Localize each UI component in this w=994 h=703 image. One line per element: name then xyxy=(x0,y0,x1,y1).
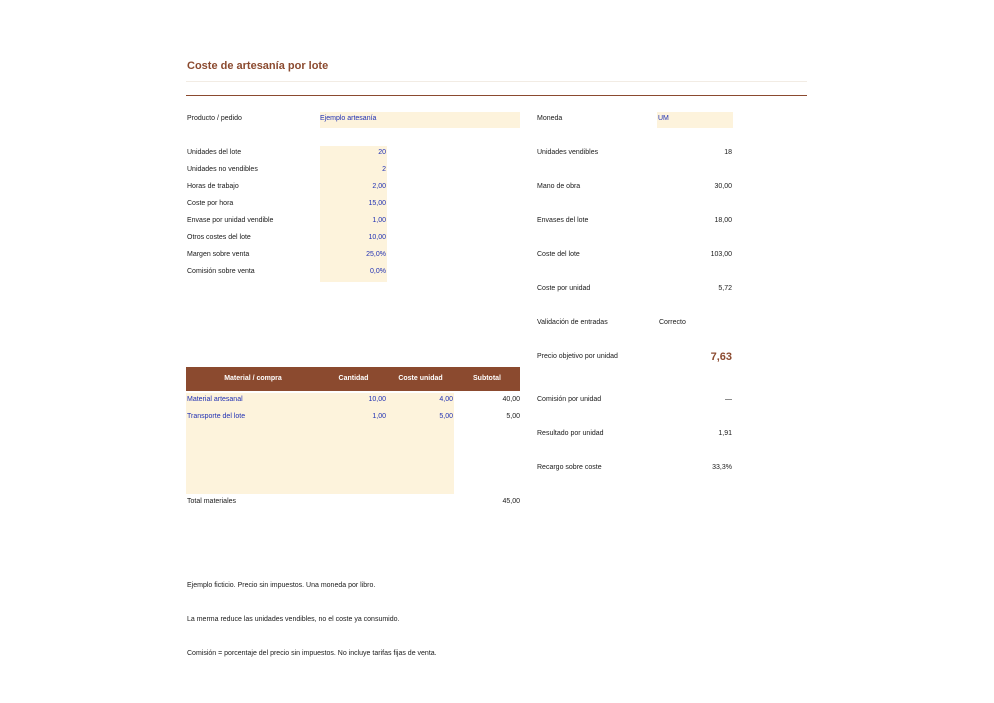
result-comision-unidad: — xyxy=(725,396,732,403)
result-label-resultado-unidad: Resultado por unidad xyxy=(537,430,604,437)
result-label-coste-unidad: Coste por unidad xyxy=(537,285,591,292)
result-label-precio-objetivo: Precio objetivo por unidad xyxy=(537,353,618,360)
material-row-2-name[interactable]: Transporte del lote xyxy=(187,413,246,420)
producto-input[interactable]: Ejemplo artesanía xyxy=(320,115,377,122)
producto-label: Producto / pedido xyxy=(187,115,242,122)
input-label-coste-hora: Coste por hora xyxy=(187,200,234,207)
result-coste-lote: 103,00 xyxy=(710,251,732,258)
header-coste-unidad: Coste unidad xyxy=(398,375,443,382)
header-cantidad: Cantidad xyxy=(338,375,369,382)
materials-input-bg xyxy=(186,393,454,494)
result-label-envases-lote: Envases del lote xyxy=(537,217,589,224)
input-comision[interactable]: 0,0% xyxy=(370,268,386,275)
material-row-1-name[interactable]: Material artesanal xyxy=(187,396,243,403)
result-label-comision-unidad: Comisión por unidad xyxy=(537,396,602,403)
input-label-otros-costes: Otros costes del lote xyxy=(187,234,251,241)
input-no-vendibles[interactable]: 2 xyxy=(382,166,386,173)
result-label-coste-lote: Coste del lote xyxy=(537,251,580,258)
material-row-1-unit[interactable]: 4,00 xyxy=(439,396,453,403)
input-label-comision: Comisión sobre venta xyxy=(187,268,255,275)
result-resultado-unidad: 1,91 xyxy=(718,430,732,437)
sheet-title: Coste de artesanía por lote xyxy=(187,60,329,72)
header-subtotal: Subtotal xyxy=(473,375,501,382)
materials-total-value: 45,00 xyxy=(502,498,520,505)
note-3: Comisión = porcentaje del precio sin impuestos. No incluye tarifas fijas de venta. xyxy=(187,650,437,657)
materials-total-label: Total materiales xyxy=(187,498,237,505)
materials-table-header xyxy=(186,367,520,391)
input-label-envase: Envase por unidad vendible xyxy=(187,217,274,224)
input-envase[interactable]: 1,00 xyxy=(372,217,386,224)
moneda-input[interactable]: UM xyxy=(658,115,669,122)
result-precio-objetivo: 7,63 xyxy=(710,351,732,363)
result-label-validacion: Validación de entradas xyxy=(537,319,608,326)
input-unidades-lote[interactable]: 20 xyxy=(378,149,386,156)
result-label-recargo: Recargo sobre coste xyxy=(537,464,602,471)
material-row-2-qty[interactable]: 1,00 xyxy=(372,413,386,420)
note-1: Ejemplo ficticio. Precio sin impuestos. Una moneda por libro. xyxy=(187,582,376,589)
result-recargo: 33,3% xyxy=(712,464,732,471)
result-mano-obra: 30,00 xyxy=(714,183,732,190)
input-margen[interactable]: 25,0% xyxy=(366,251,386,258)
result-coste-unidad: 5,72 xyxy=(718,285,732,292)
material-row-1-qty[interactable]: 10,00 xyxy=(368,396,386,403)
title-spacer-line xyxy=(186,81,807,82)
result-unidades-vendibles: 18 xyxy=(724,149,732,156)
result-validacion: Correcto xyxy=(659,319,686,326)
input-label-horas: Horas de trabajo xyxy=(187,183,239,190)
material-row-1-subtotal: 40,00 xyxy=(502,396,520,403)
input-label-no-vendibles: Unidades no vendibles xyxy=(187,166,258,173)
input-coste-hora[interactable]: 15,00 xyxy=(368,200,386,207)
note-2: La merma reduce las unidades vendibles, no el coste ya consumido. xyxy=(187,616,400,623)
result-label-mano-obra: Mano de obra xyxy=(537,183,581,190)
moneda-label: Moneda xyxy=(537,115,563,122)
material-row-2-subtotal: 5,00 xyxy=(506,413,520,420)
result-label-unidades-vendibles: Unidades vendibles xyxy=(537,149,599,156)
input-label-margen: Margen sobre venta xyxy=(187,251,250,258)
input-otros-costes[interactable]: 10,00 xyxy=(368,234,386,241)
title-divider xyxy=(186,95,807,96)
header-material: Material / compra xyxy=(224,375,282,382)
result-envases-lote: 18,00 xyxy=(714,217,732,224)
input-horas[interactable]: 2,00 xyxy=(372,183,386,190)
material-row-2-unit[interactable]: 5,00 xyxy=(439,413,453,420)
input-label-unidades-lote: Unidades del lote xyxy=(187,149,242,156)
